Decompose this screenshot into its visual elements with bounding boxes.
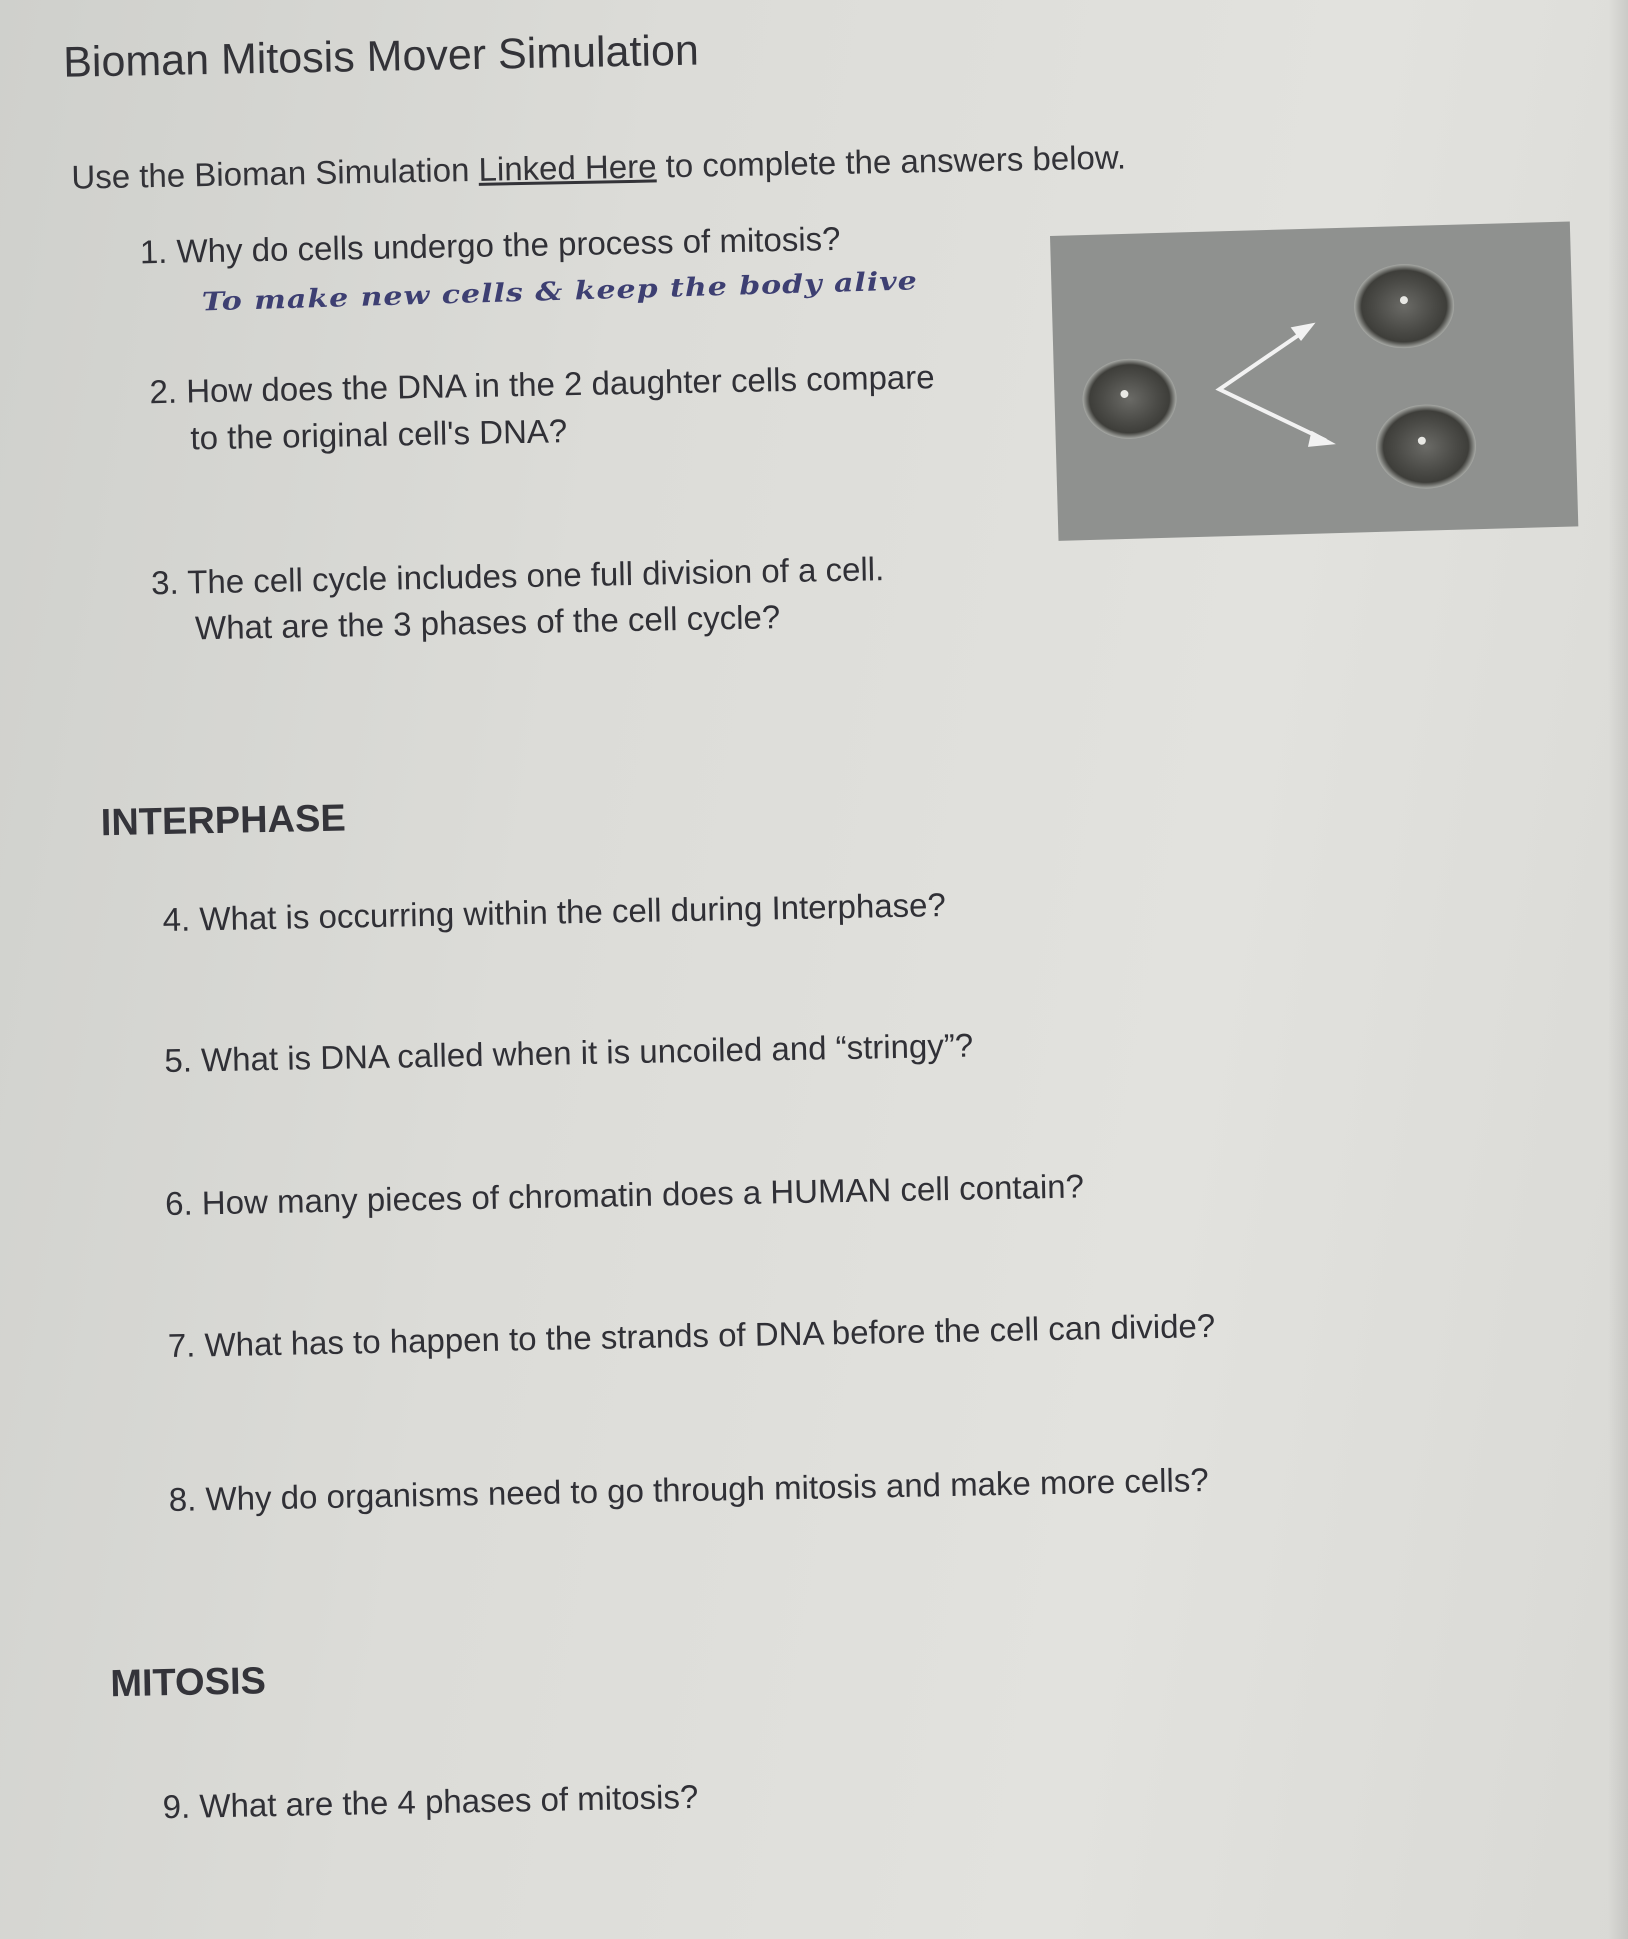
question-1: 1. Why do cells undergo the process of mitosis? bbox=[139, 219, 841, 271]
question-5: 5. What is DNA called when it is uncoiled and “stringy”? bbox=[164, 1026, 974, 1080]
daughter-cell-2-icon bbox=[1375, 403, 1477, 490]
question-7: 7. What has to happen to the strands of DNA before the cell can divide? bbox=[167, 1306, 1216, 1365]
question-2-line-2: to the original cell's DNA? bbox=[190, 412, 568, 457]
question-8: 8. Why do organisms need to go through mitosis and make more cells? bbox=[168, 1461, 1209, 1519]
question-3-line-1: 3. The cell cycle includes one full division of a cell. bbox=[150, 550, 885, 602]
daughter-cell-1-icon bbox=[1353, 263, 1455, 350]
section-heading-interphase: INTERPHASE bbox=[100, 797, 347, 845]
worksheet-title: Bioman Mitosis Mover Simulation bbox=[62, 26, 700, 87]
question-3-line-2: What are the 3 phases of the cell cycle? bbox=[194, 598, 781, 647]
intro-text-before: Use the Bioman Simulation bbox=[71, 150, 479, 196]
question-6: 6. How many pieces of chromatin does a HUMAN cell contain? bbox=[164, 1167, 1085, 1223]
handwritten-answer-1: To make new cells & keep the body alive bbox=[201, 266, 919, 318]
simulation-link[interactable]: Linked Here bbox=[478, 147, 657, 188]
arrow-head-down-icon bbox=[1308, 430, 1336, 447]
intro-line bbox=[71, 138, 1126, 196]
division-arrows-icon bbox=[1218, 328, 1326, 443]
question-2-line-1: 2. How does the DNA in the 2 daughter cells compare bbox=[149, 358, 935, 411]
cell-division-diagram bbox=[1050, 221, 1578, 540]
question-9: 9. What are the 4 phases of mitosis? bbox=[162, 1777, 699, 1826]
intro-text-after: to complete the answers below. bbox=[656, 138, 1127, 185]
parent-cell-icon bbox=[1081, 358, 1177, 441]
question-4: 4. What is occurring within the cell during Interphase? bbox=[162, 886, 947, 939]
cell-division-illustration bbox=[1050, 221, 1578, 540]
section-heading-mitosis: MITOSIS bbox=[109, 1660, 267, 1706]
